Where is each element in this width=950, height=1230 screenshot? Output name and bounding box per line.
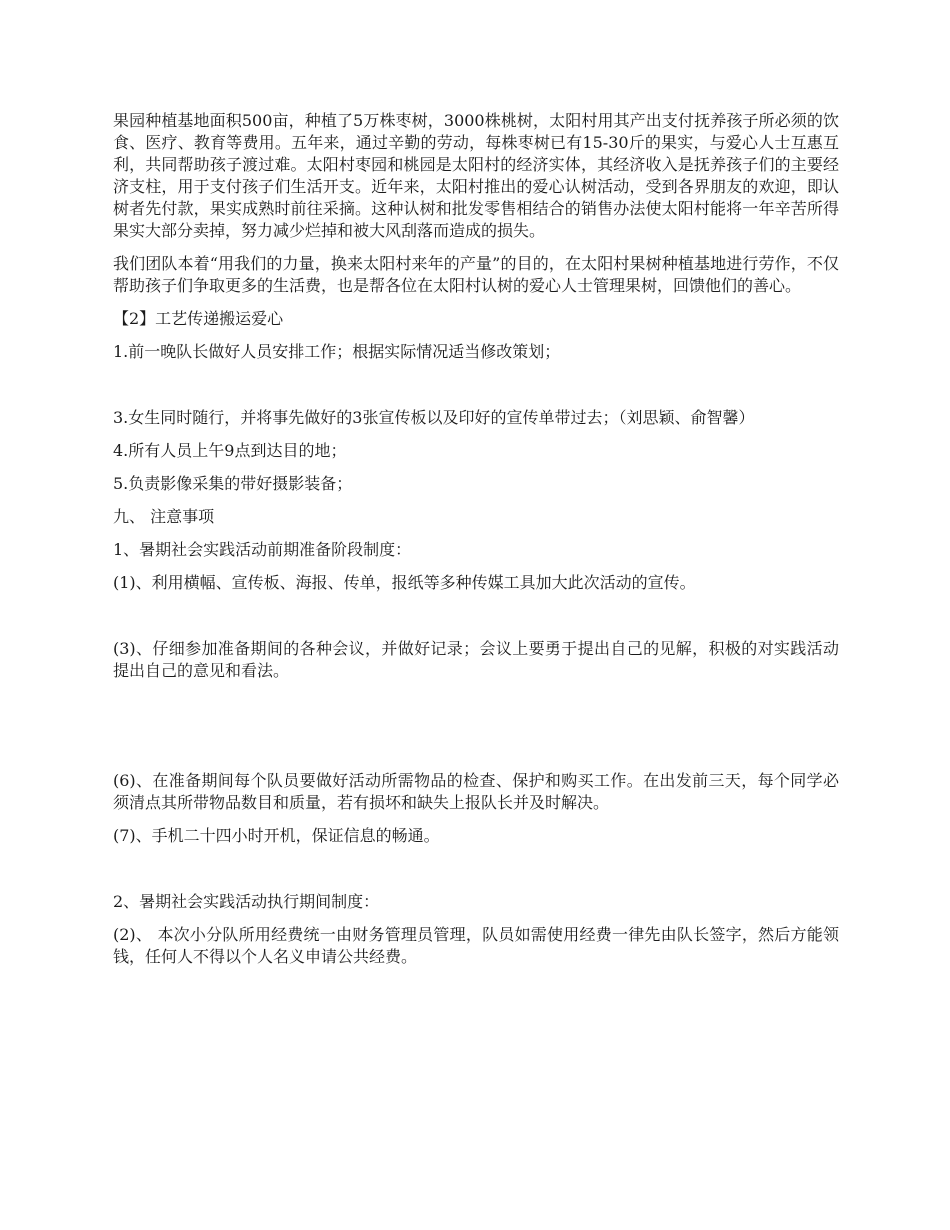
rule-item-7: (7)、手机二十四小时开机，保证信息的畅通。 xyxy=(113,826,440,845)
list-item-1: 1.前一晚队长做好人员安排工作；根据实际情况适当修改策划； xyxy=(113,342,561,361)
section-heading-2: 【2】工艺传递搬运爱心 xyxy=(113,309,284,328)
execution-rule-item-2: (2)、 本次小分队所用经费统一由财务管理员管理，队员如需使用经费一律先由队长签字，然后方能领钱，任何人不得以个人名义申请公共经费。 xyxy=(113,925,839,966)
section-heading-9: 九、 注意事项 xyxy=(113,507,215,526)
subsection-heading-1: 1、暑期社会实践活动前期准备阶段制度： xyxy=(113,540,412,559)
subsection-heading-2: 2、暑期社会实践活动执行期间制度： xyxy=(113,892,380,911)
blank-space xyxy=(113,858,839,891)
blank-space xyxy=(113,374,839,407)
rule-item-6: (6)、在准备期间每个队员要做好活动所需物品的检查、保护和购买工作。在出发前三天，每个同学必须清点其所带物品数目和质量，若有损坏和缺失上报队长并及时解决。 xyxy=(113,771,839,812)
list-item-5: 5.负责影像采集的带好摄影装备； xyxy=(113,474,353,493)
rule-item-3: (3)、仔细参加准备期间的各种会议，并做好记录；会议上要勇于提出自己的见解，积极的对实践活动提出自己的意见和看法。 xyxy=(113,639,839,680)
document-body xyxy=(113,110,839,979)
blank-space xyxy=(113,693,839,770)
paragraph-orchard-intro: 果园种植基地面积500亩，种植了5万株枣树，3000株桃树，太阳村用其产出支付抚养孩子所必须的饮食、医疗、教育等费用。五年来，通过辛勤的劳动，每株枣树已有15-30斤的果实，与爱心人士互惠互利，共同帮助孩子渡过难。太阳村枣园和桃园是太阳村的经济实体，其经济收入是抚养孩子们的主要经济支柱，用于支付孩子们生活开支。近年来，太阳村推出的爱心认树活动，受到各界朋友的欢迎，即认树者先付款，果实成熟时前往采摘。这种认树和批发零售相结合的销售办法使太阳村能将一年辛苦所得果实大部分卖掉，努力减少烂掉和被大风刮落而造成的损失。 xyxy=(113,111,839,240)
list-item-4: 4.所有人员上午9点到达目的地； xyxy=(113,441,347,460)
rule-item-1: (1)、利用横幅、宣传板、海报、传单，报纸等多种传媒工具加大此次活动的宣传。 xyxy=(113,573,696,592)
list-item-3: 3.女生同时随行，并将事先做好的3张宣传板以及印好的宣传单带过去；（刘思颖、俞智馨） xyxy=(113,408,755,427)
paragraph-team-purpose: 我们团队本着“用我们的力量，换来太阳村来年的产量”的目的，在太阳村果树种植基地进行劳作，不仅帮助孩子们争取更多的生活费，也是帮各位在太阳村认树的爱心人士管理果树，回馈他们的善心。 xyxy=(113,254,839,295)
blank-space xyxy=(113,605,839,638)
